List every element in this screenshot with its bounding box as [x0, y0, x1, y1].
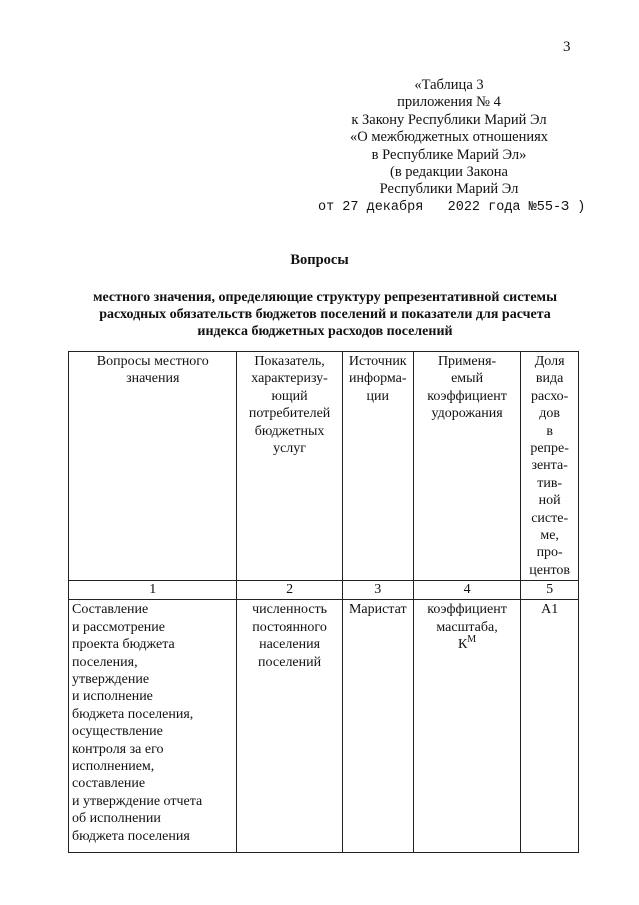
table-row — [69, 600, 579, 853]
header-cell-line: Применя- — [437, 354, 497, 369]
cell-line: бюджета поселения, — [72, 706, 194, 722]
cell-coefficient — [413, 600, 520, 853]
cell-source — [342, 600, 413, 853]
coefficient-superscript: М — [467, 634, 477, 646]
subtitle-line: индекса бюджетных расходов поселений — [197, 324, 453, 339]
header-cell-line: тив- — [537, 475, 563, 491]
header-cell-line: услуг — [273, 441, 307, 457]
header-cell-line: бюджетных — [254, 423, 325, 439]
header-cell-line: Доля — [534, 354, 565, 369]
table-header-row — [69, 352, 579, 581]
header-cell-line: информа- — [349, 371, 407, 387]
header-cell-line: репре- — [530, 441, 569, 457]
header-cell-share — [521, 352, 579, 581]
header-line: в Республике Марий Эл» — [371, 146, 527, 163]
header-cell-line: Источник — [348, 354, 407, 369]
header-cell-indicator — [237, 352, 342, 581]
coefficient-symbol — [417, 636, 517, 653]
cell-line: поселения, — [72, 654, 138, 670]
header-cell-line: ции — [366, 388, 389, 404]
cell-line: постоянного — [252, 619, 327, 635]
header-line: «О межбюджетных отношениях — [349, 129, 549, 146]
cell-line: проекта бюджета — [72, 637, 175, 653]
header-cell-line: вида — [535, 371, 564, 387]
header-cell-line: Показатель, — [254, 354, 325, 369]
column-number: 5 — [521, 581, 579, 600]
header-cell-coefficient — [413, 352, 520, 581]
cell-line: составление — [72, 776, 146, 792]
cell-line: населения — [259, 637, 321, 653]
cell-share — [521, 600, 579, 853]
header-cell-line: ющий — [271, 388, 308, 404]
header-cell-line: емый — [451, 371, 484, 387]
cell-line: утверждение — [72, 671, 150, 687]
header-cell-line: дов — [539, 406, 561, 422]
cell-line: численность — [252, 602, 328, 618]
cell-line: поселений — [258, 654, 322, 670]
cell-line: Маристат — [348, 602, 407, 618]
cell-line: исполнением, — [72, 758, 155, 774]
cell-line: об исполнении — [72, 811, 161, 827]
column-number: 2 — [237, 581, 342, 600]
document-title: Вопросы — [290, 252, 349, 268]
cell-indicator — [237, 600, 342, 853]
cell-line: и утверждение отчета — [72, 793, 203, 809]
document-header — [318, 77, 586, 216]
header-line: «Таблица 3 — [414, 77, 484, 93]
header-date-line: от 27 декабря 2022 года №55-З ) — [318, 199, 586, 215]
header-cell-question — [69, 352, 237, 581]
cell-line: А1 — [541, 602, 559, 618]
header-line: Республики Марий Эл — [379, 181, 519, 198]
cell-line: бюджета поселения — [72, 828, 190, 844]
column-number: 4 — [413, 581, 520, 600]
cell-line: и исполнение — [72, 689, 153, 705]
cell-line: коэффициент — [427, 602, 507, 618]
header-line: приложения № 4 — [397, 94, 501, 111]
column-number: 3 — [342, 581, 413, 600]
header-cell-line: центов — [529, 562, 571, 578]
budget-issues-table — [68, 351, 579, 853]
header-cell-line: коэффициент — [427, 388, 507, 404]
header-line: (в редакции Закона — [389, 164, 508, 181]
header-cell-line: расхо- — [530, 388, 569, 404]
cell-line: масштаба, — [436, 619, 498, 635]
cell-line: осуществление — [72, 724, 163, 740]
document-subtitle — [60, 289, 590, 340]
header-cell-line: в — [546, 423, 553, 439]
cell-question — [69, 600, 237, 853]
header-cell-line: Вопросы местного — [96, 354, 209, 369]
header-cell-source — [342, 352, 413, 581]
header-cell-line: ме, — [540, 528, 559, 544]
header-cell-line: удорожания — [431, 406, 503, 422]
cell-line: и рассмотрение — [72, 619, 166, 635]
cell-line: контроля за его — [72, 741, 164, 757]
header-cell-line: характеризу- — [251, 371, 328, 387]
column-number-row — [69, 581, 579, 600]
header-line: к Закону Республики Марий Эл — [351, 111, 547, 128]
header-cell-line: систе- — [531, 510, 569, 526]
header-cell-line: потребителей — [248, 406, 331, 422]
subtitle-line: расходных обязательств бюджетов поселений и показатели для расчета — [99, 307, 551, 322]
header-cell-line: зента- — [531, 458, 568, 474]
subtitle-line: местного значения, определяющие структуру репрезентативной системы — [92, 290, 557, 305]
column-number: 1 — [69, 581, 237, 600]
header-cell-line: ной — [538, 493, 561, 509]
cell-line: Составление — [72, 602, 149, 618]
header-cell-line: значения — [126, 371, 180, 387]
header-cell-line: про- — [536, 545, 563, 561]
coefficient-letter: К — [457, 637, 468, 653]
page-number: 3 — [563, 39, 571, 55]
